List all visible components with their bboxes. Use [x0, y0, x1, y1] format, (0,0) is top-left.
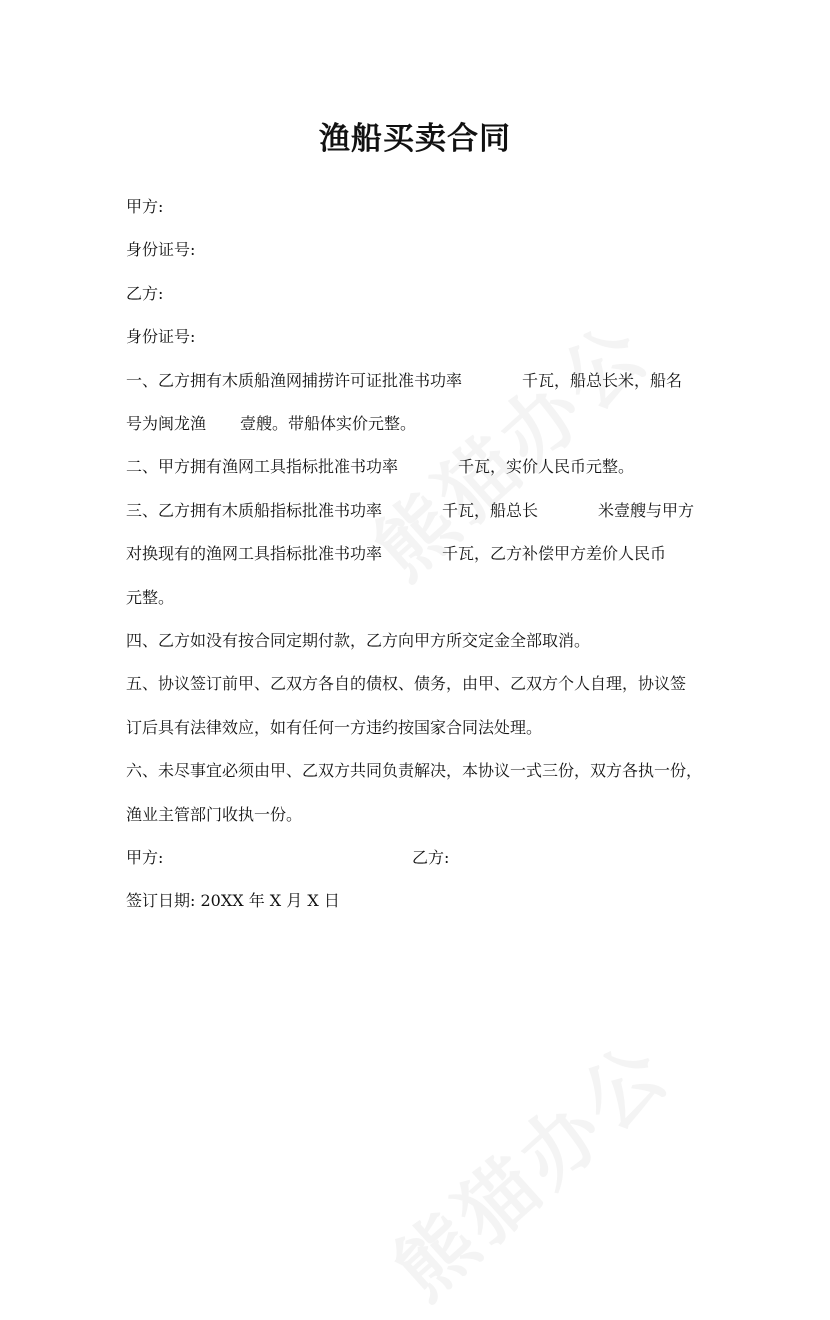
clause-3-text-a: 三、乙方拥有木质船指标批准书功率 [126, 501, 383, 520]
clause-3-line-3: 元整。 [126, 588, 175, 607]
clause-3-line-2 [126, 543, 666, 565]
clause-5-line-2: 订后具有法律效应，如有任何一方违约按国家合同法处理。 [126, 718, 543, 737]
clause-3-text-c: 米壹艘与甲方 [598, 501, 695, 520]
clause-2-text-b: 千瓦，实价人民币元整。 [458, 457, 635, 476]
clause-6-line-1: 六、未尽事宜必须由甲、乙双方共同负责解决，本协议一式三份，双方各执一份， [126, 761, 703, 780]
clause-5-line-1: 五、协议签订前甲、乙双方各自的债权、债务，由甲、乙双方个人自理，协议签 [126, 674, 687, 693]
party-a-id-label: 身份证号: [126, 240, 196, 259]
document-title: 渔船买卖合同 [319, 121, 511, 157]
clause-1-text-c: 号为闽龙渔 [126, 414, 207, 433]
signature-party-a: 甲方: [126, 848, 164, 867]
party-a-label: 甲方: [126, 197, 164, 216]
clause-2-line-1 [126, 456, 634, 478]
clause-4: 四、乙方如没有按合同定期付款，乙方向甲方所交定金全部取消。 [126, 631, 591, 650]
party-b-id-label: 身份证号: [126, 327, 196, 346]
clause-3-line-1 [126, 500, 694, 522]
clause-1-line-1 [126, 370, 682, 392]
clause-1-line-2 [126, 413, 416, 435]
clause-1-text-b: 千瓦，船总长米，船名 [522, 371, 683, 390]
clause-3-text-d: 对换现有的渔网工具指标批准书功率 [126, 544, 383, 563]
clause-6-line-2: 渔业主管部门收执一份。 [126, 805, 303, 824]
clause-3-text-b: 千瓦，船总长 [442, 501, 539, 520]
signature-party-b: 乙方: [412, 848, 450, 867]
watermark-bottom [366, 1012, 691, 1320]
clause-1-text-a: 一、乙方拥有木质船渔网捕捞许可证批准书功率 [126, 371, 463, 390]
signing-date: 签订日期: 20XX 年 X 月 X 日 [126, 891, 340, 910]
party-b-label: 乙方: [126, 284, 164, 303]
clause-3-text-e: 千瓦，乙方补偿甲方差价人民币 [442, 544, 667, 563]
clause-1-text-d: 壹艘。带船体实价元整。 [240, 414, 417, 433]
clause-2-text-a: 二、甲方拥有渔网工具指标批准书功率 [126, 457, 399, 476]
